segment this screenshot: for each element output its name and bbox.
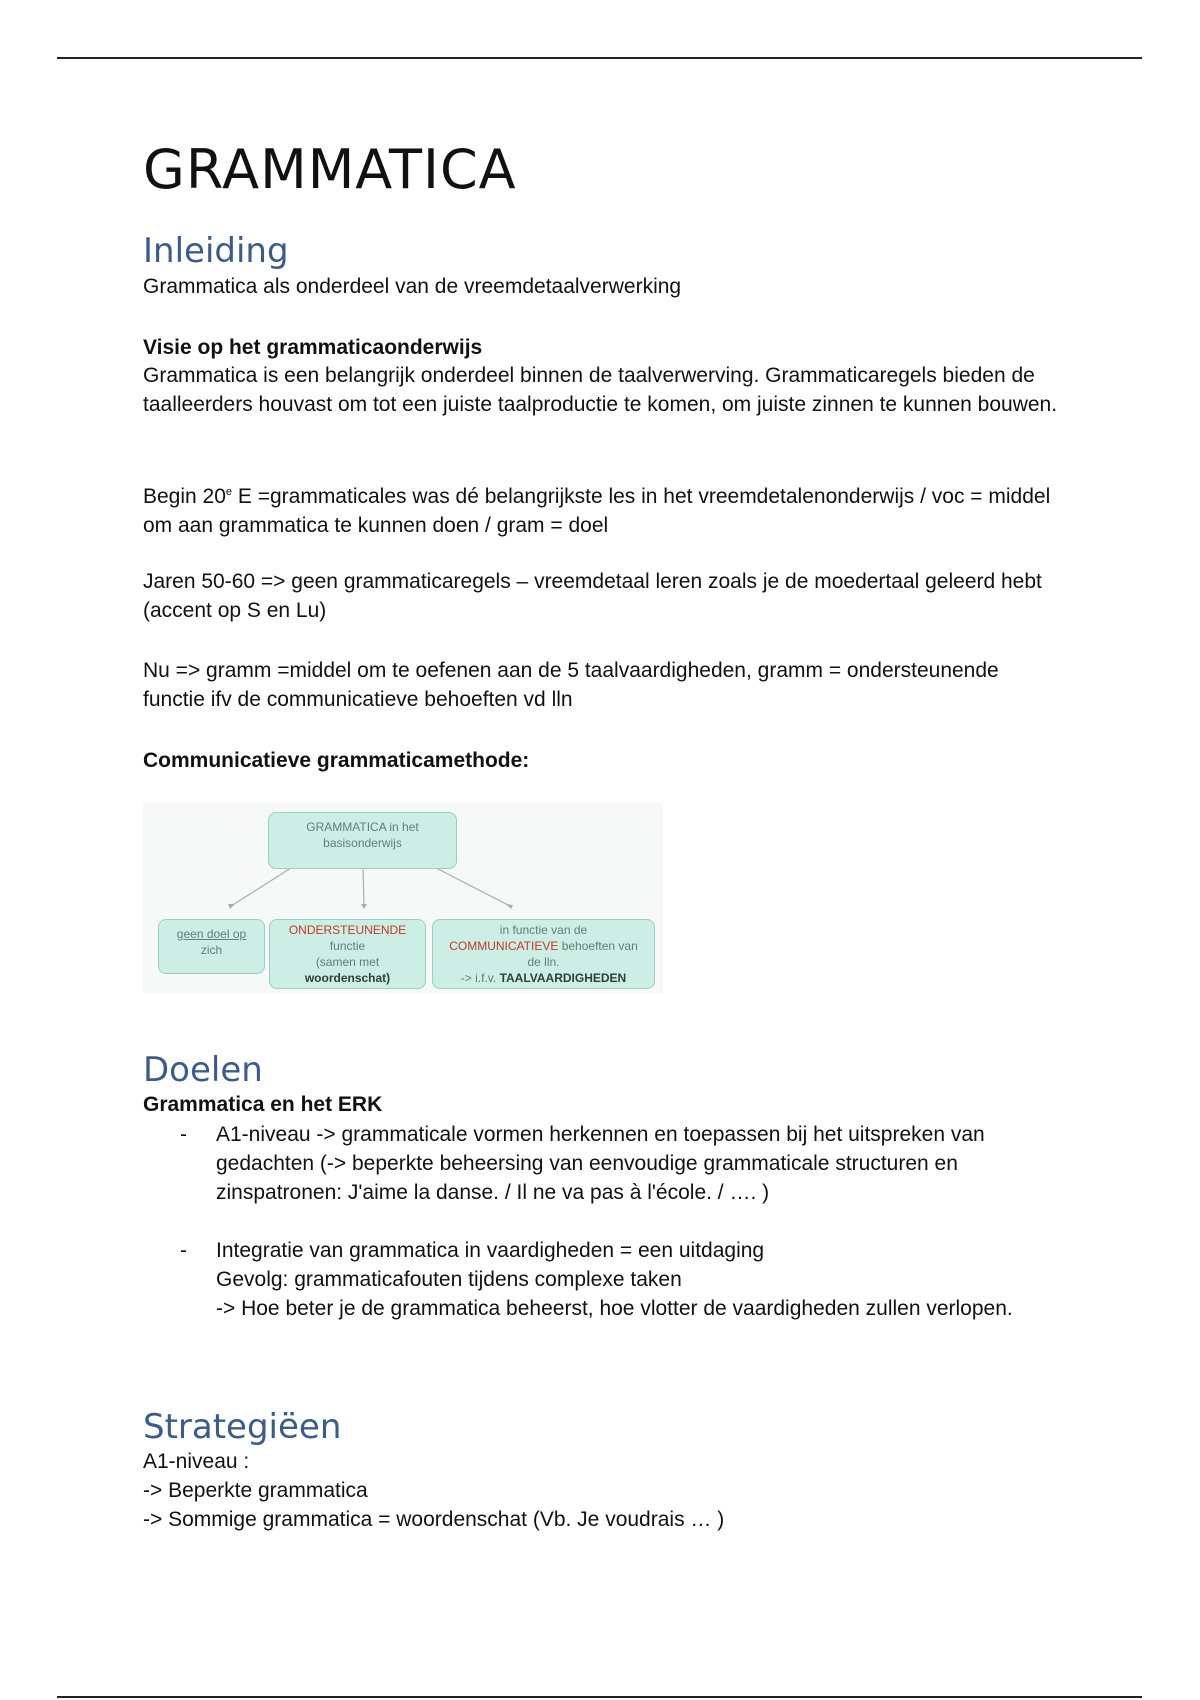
root-line1: GRAMMATICA in het xyxy=(306,820,419,834)
left-line2: zich xyxy=(200,943,223,957)
begin-sup: e xyxy=(225,486,233,498)
inleiding-intro: Grammatica als onderdeel van de vreemdetaalverwerking xyxy=(143,275,682,298)
right-line3: de lln. xyxy=(527,955,560,969)
paragraph-jaren: Jaren 50-60 => geen grammaticaregels – vreemdetaal leren zoals je de moedertaal geleerd hebt (accent op S en Lu) xyxy=(143,570,1042,622)
begin-pre: Begin 20 xyxy=(143,485,226,508)
mid-red: ONDERSTEUNENDE xyxy=(288,923,407,937)
bullet-line: Gevolg: grammaticafouten tijdens complexe taken xyxy=(216,1268,682,1291)
strategie-line: -> Beperkte grammatica xyxy=(143,1479,368,1502)
mid-line2: functie xyxy=(329,939,366,953)
strategie-line: -> Sommige grammatica = woordenschat (Vb. Je voudrais … ) xyxy=(143,1508,725,1531)
bullet-dash: - xyxy=(180,1123,187,1146)
heading-strategieen: Strategiëen xyxy=(143,1407,342,1447)
header-rule xyxy=(57,57,1142,59)
grammar-method-diagram xyxy=(143,803,663,993)
left-line1: geen doel op xyxy=(176,927,247,941)
arrowhead-left xyxy=(228,904,235,909)
connector-mid xyxy=(363,868,364,906)
diagram-node-mid xyxy=(269,919,426,989)
footer-rule xyxy=(57,1696,1142,1698)
strategie-line: A1-niveau : xyxy=(143,1450,250,1473)
doelen-subheading: Grammatica en het ERK xyxy=(143,1093,383,1116)
connector-left xyxy=(231,868,291,906)
document-title: GRAMMATICA xyxy=(143,138,517,201)
list-item xyxy=(143,1120,1043,1207)
right-line4 xyxy=(433,970,654,986)
diagram-node-right xyxy=(432,919,655,989)
mid-line4: woordenschat) xyxy=(304,971,391,985)
connector-right xyxy=(436,868,510,906)
right-line2 xyxy=(433,938,654,954)
paragraph-begin xyxy=(143,478,1063,540)
paragraph-nu: Nu => gramm =middel om te oefenen aan de 5 taalvaardigheden, gramm = ondersteunende functie ifv de communicatieve behoeften vd lln xyxy=(143,659,999,711)
diagram-node-left xyxy=(158,919,265,974)
bullet-dash: - xyxy=(180,1239,187,1262)
right-line4-pre: -> i.f.v. xyxy=(460,971,500,985)
diagram-node-root xyxy=(268,812,457,869)
right-line1: in functie van de xyxy=(499,923,588,937)
heading-inleiding: Inleiding xyxy=(143,231,289,271)
right-line4-bold: TAALVAARDIGHEDEN xyxy=(499,971,627,985)
doelen-bullet-list xyxy=(143,1120,1043,1323)
mid-line3: (samen met xyxy=(315,955,380,969)
bullet-text: A1-niveau -> grammaticale vormen herkennen en toepassen bij het uitspreken van gedachten (-> beperkte beheersing van eenvoudige grammaticale structuren en zinspatronen: J'aime la danse. / Il ne va pas à l'école. / …. ) xyxy=(216,1123,985,1204)
right-red: COMMUNICATIEVE xyxy=(449,939,559,953)
visie-text: Grammatica is een belangrijk onderdeel binnen de taalverwerving. Grammaticaregels bieden de taalleerders houvast om tot een juiste taalproductie te komen, om juiste zinnen te kunnen bouwen. xyxy=(143,364,1058,416)
root-line2: basisonderwijs xyxy=(323,836,402,850)
right-after-red: behoeften van xyxy=(558,939,638,953)
begin-post: E =grammaticales was dé belangrijkste les in het vreemdetalenonderwijs / voc = middel om aan grammatica te kunnen doen / gram = doel xyxy=(143,485,1051,537)
heading-doelen: Doelen xyxy=(143,1050,263,1090)
heading-visie: Visie op het grammaticaonderwijs xyxy=(143,336,483,359)
heading-methode: Communicatieve grammaticamethode: xyxy=(143,749,530,772)
bullet-line: -> Hoe beter je de grammatica beheerst, hoe vlotter de vaardigheden zullen verlopen. xyxy=(216,1297,1013,1320)
arrowhead-mid xyxy=(361,904,367,909)
bullet-line: Integratie van grammatica in vaardigheden = een uitdaging xyxy=(216,1239,765,1262)
list-item xyxy=(143,1236,1043,1323)
arrowhead-right xyxy=(506,904,513,909)
